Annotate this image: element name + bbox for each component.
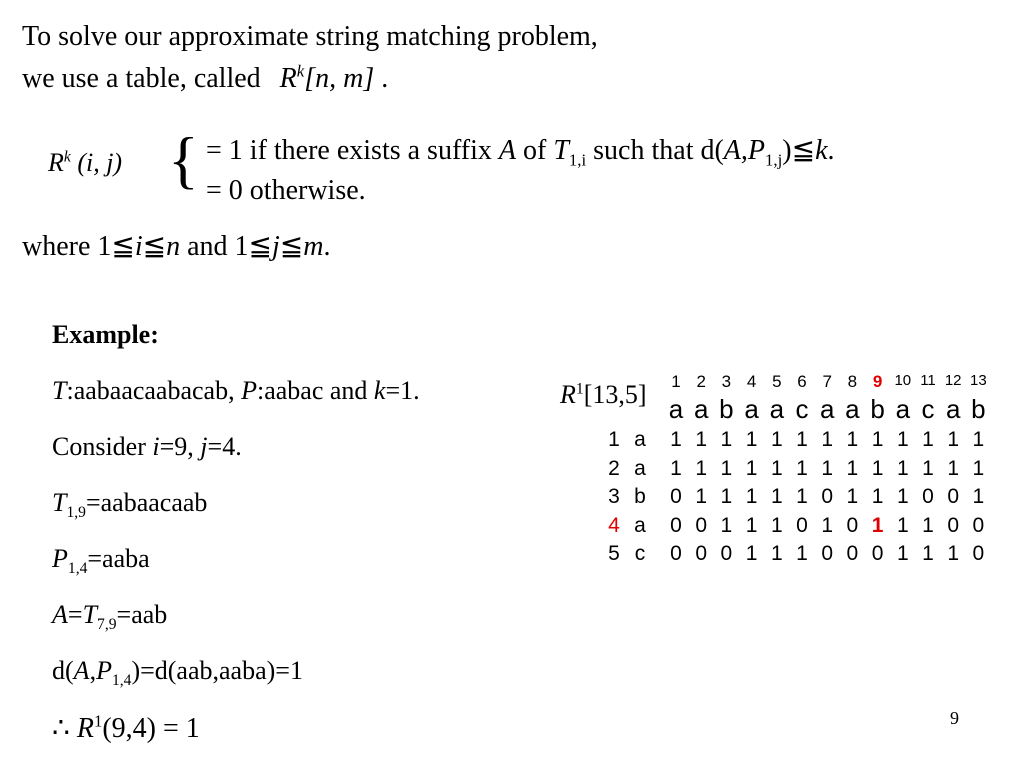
table-cell: 1	[770, 542, 783, 565]
column-number: 12	[944, 372, 962, 389]
definition-case-2: = 0 otherwise.	[206, 175, 366, 206]
example-line-t-p-k: T:aabaacaabacab, P:aabac and k=1.	[52, 376, 420, 405]
table-cell: 1	[871, 428, 884, 451]
text-char: a	[693, 394, 709, 424]
highlighted-cell: 1	[871, 513, 884, 537]
table-cell: 1	[947, 456, 960, 480]
table-cell: 1	[947, 542, 960, 565]
text-char: a	[819, 394, 835, 424]
table-cell: 0	[972, 513, 985, 537]
table-cell: 1	[745, 456, 758, 480]
table-cell: 1	[896, 428, 909, 451]
table-cell: 1	[846, 428, 859, 451]
text-char: b	[719, 394, 734, 424]
text-char: a	[845, 394, 860, 424]
column-number: 6	[797, 372, 807, 391]
row-index: 2	[608, 456, 620, 480]
text-char: a	[769, 394, 785, 424]
table-cell: 0	[846, 542, 859, 565]
table-cell: 0	[871, 542, 884, 565]
table-cell: 1	[922, 513, 934, 537]
table-label: $R^1[13,5]$	[560, 380, 647, 409]
table-cell: 1	[695, 485, 708, 508]
definition-brace: {	[168, 124, 199, 195]
column-number: 9	[872, 372, 883, 391]
table-cell: 0	[846, 513, 859, 537]
example-a: $A=T_{7,9}=aab$	[52, 600, 168, 634]
row-char: a	[634, 456, 646, 480]
column-number: 1	[671, 372, 681, 391]
table-cell: 1	[670, 428, 682, 451]
definition-range: where 1≦i≦n and 1≦j≦m.	[22, 231, 331, 262]
table-cell: 1	[796, 542, 808, 565]
row-char: a	[634, 428, 646, 451]
table-cell: 1	[670, 456, 682, 480]
table-cell: 1	[796, 456, 808, 480]
table-cell: 1	[770, 485, 783, 508]
table-cell: 1	[796, 428, 808, 451]
table-cell: 1	[720, 513, 733, 537]
column-number: 13	[970, 372, 987, 389]
row-index: 4	[608, 513, 620, 537]
example-heading: Example:	[52, 320, 159, 349]
table-cell: 1	[972, 456, 985, 480]
definition-lhs: $R^k$ (i, j)	[48, 148, 123, 177]
definition-case-1: = 1 if there exists a suffix A of $T_{1,i}$ such that $d(A,P_{1,j})≦k$.	[206, 135, 835, 170]
column-number: 10	[894, 372, 912, 389]
table-cell: 0	[947, 513, 960, 537]
table-cell: 1	[896, 513, 909, 537]
table-cell: 1	[796, 485, 808, 508]
table-cell: 0	[720, 542, 733, 565]
page-number: 9	[950, 708, 959, 728]
example-distance: $d(A,P_{1,4})=d(aab,aaba)=1$	[52, 656, 303, 690]
table-cell: 1	[947, 428, 960, 451]
table-cell: 1	[745, 542, 758, 565]
intro-line-1: To solve our approximate string matching problem,	[22, 21, 598, 52]
r-table	[600, 366, 1000, 576]
table-cell: 0	[670, 513, 682, 537]
column-number: 4	[746, 372, 757, 391]
table-cell: 1	[770, 513, 783, 537]
table-cell: 0	[821, 485, 834, 508]
table-cell: 1	[821, 456, 834, 480]
column-number: 3	[721, 372, 732, 391]
text-char: a	[668, 394, 684, 424]
column-number: 7	[822, 372, 832, 391]
table-cell: 0	[947, 485, 960, 508]
example-result: ∴ $R^1(9,4) = 1$	[52, 711, 200, 744]
table-cell: 0	[670, 485, 682, 508]
table-cell: 1	[720, 456, 733, 480]
table-cell: 1	[896, 485, 909, 508]
table-cell: 1	[745, 513, 758, 537]
row-index: 1	[608, 428, 620, 451]
table-cell: 0	[972, 542, 985, 565]
text-char: a	[895, 394, 911, 424]
table-cell: 1	[695, 456, 708, 480]
table-cell: 1	[846, 456, 859, 480]
intro-line-2: we use a table, called $R^k[n$, m] .	[22, 61, 389, 94]
table-cell: 1	[922, 428, 934, 451]
row-char: c	[634, 542, 646, 565]
example-consider: Consider i=9, j=4.	[52, 432, 242, 461]
table-cell: 1	[972, 428, 985, 451]
table-cell: 1	[846, 485, 859, 508]
table-cell: 1	[972, 485, 985, 508]
table-cell: 1	[871, 485, 884, 508]
table-cell: 0	[796, 513, 808, 537]
column-number: 2	[696, 372, 706, 391]
example-t19: $T_{1,9}=aabaacaab$	[52, 488, 208, 522]
text-char: c	[795, 394, 809, 424]
table-cell: 1	[695, 428, 708, 451]
table-cell: 1	[770, 428, 783, 451]
table-cell: 1	[896, 542, 909, 565]
column-number: 8	[847, 372, 858, 391]
table-cell: 0	[670, 542, 682, 565]
table-cell: 1	[821, 428, 834, 451]
row-index: 3	[608, 485, 620, 508]
table-cell: 1	[720, 428, 733, 451]
column-number: 5	[772, 372, 782, 391]
table-cell: 1	[720, 485, 733, 508]
table-cell: 1	[745, 428, 758, 451]
table-cell: 1	[896, 456, 909, 480]
column-number: 11	[920, 372, 936, 389]
text-char: a	[744, 394, 759, 424]
table-cell: 1	[745, 485, 758, 508]
table-cell: 1	[922, 456, 934, 480]
table-cell: 0	[695, 513, 708, 537]
row-char: a	[634, 513, 646, 537]
text-char: c	[921, 394, 935, 424]
table-cell: 1	[922, 542, 934, 565]
text-char: a	[945, 394, 961, 424]
table-cell: 1	[821, 513, 834, 537]
text-char: b	[870, 394, 885, 424]
table-cell: 0	[922, 485, 934, 508]
table-cell: 1	[770, 456, 783, 480]
row-index: 5	[608, 542, 620, 565]
table-cell: 0	[821, 542, 834, 565]
row-char: b	[634, 485, 646, 508]
text-char: b	[971, 394, 986, 424]
table-cell: 0	[695, 542, 708, 565]
example-p14: $P_{1,4}=aaba$	[52, 544, 150, 578]
table-cell: 1	[871, 456, 884, 480]
